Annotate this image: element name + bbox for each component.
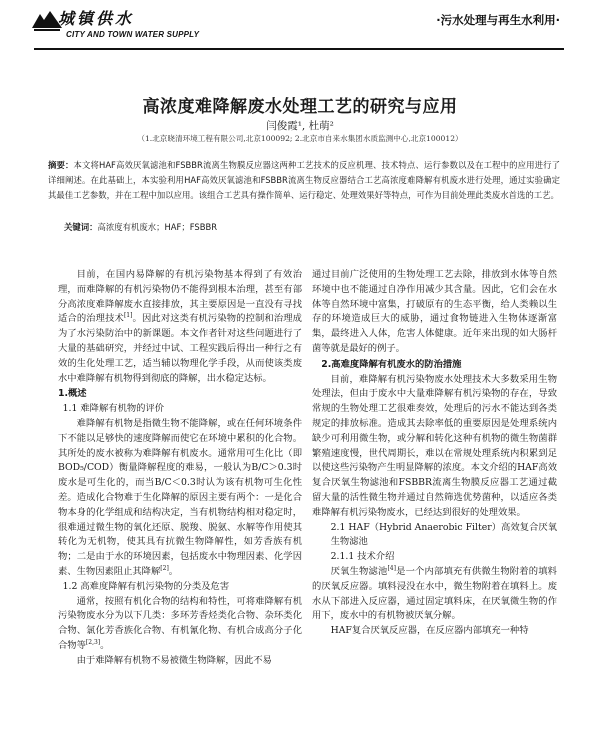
abstract-text: 本文将HAF高效厌氧滤池和FSBBR流离生物膜反应器这两种工艺技术的反应机理、技术特点、运行参数以及在工程中的应用进行了详细阐述。在此基础上，本实验利用HAF高效厌氧滤池和FSBBR流离生物反应器结合工艺高浓度难降解有机废水进行处理，通过实验确定其最佳工艺参数，并在工程中加以应用。该组合工艺具有操作简单、运行稳定、处理效果好等特点，可作为目前处理此类废水首选的工艺。: [48, 160, 560, 200]
section-heading: 1.概述: [58, 388, 87, 400]
article-affiliation: （1.北京晓清环境工程有限公司,北京100092; 2.北京市自来水集团水质监测中心,北京100012）: [137, 134, 463, 143]
paragraph: 通常，按照有机化合物的结构和特性，可将难降解有机污染物废水分为以下几类：多环芳香烃类化合物、杂环类化合物、氯化芳香族化合物、有机氰化物、有机合成高分子化合物等[2,3]。: [58, 595, 302, 651]
subsection-heading: 2.1.1 技术介绍: [330, 551, 395, 563]
keywords-text: 高浓度有机废水；HAF；FSBBR: [97, 222, 218, 232]
subsection-heading: 2.1 HAF（Hybrid Anaerobic Filter）高效复合厌氧生物滤池: [330, 521, 557, 548]
paragraph: 通过目前广泛使用的生物处理工艺去除，排放到水体等自然环境中也不能通过自净作用减少其含量。因此，它们会在水体等自然环境中富集，打破原有的生态平衡，给人类赖以生存的环境造成巨大的威胁，通过食物链进入生物体逐渐富集，最终进入人体，危害人体健康。近年来出现的如大肠杆菌等就是最好的例子。: [312, 269, 557, 354]
paragraph: 厌氧生物滤池[4]是一个内部填充有供微生物附着的填料的厌氧反应器。填料浸没在水中，微生物附着在填料上。废水从下部进入反应器，通过固定填料床，在厌氧微生物的作用下，废水中的有机物被厌氧分解。: [312, 564, 557, 622]
abstract: [48, 158, 560, 203]
paragraph: HAF复合厌氧反应器，在反应器内部填充一种特: [330, 625, 529, 637]
paragraph: 目前，在国内易降解的有机污染物基本得到了有效治理，而难降解的有机污染物仍不能得到根本治理，甚至有部分高浓度难降解废水直接排放，其主要原因是一直没有寻找适合的治理技术[1]。因此对这类有机污染物的控制和治理成为了水污染防治中的新课题。本文作者针对这些问题进行了大量的基础研究，并经过中试、工程实践后得出一种行之有效的生化处理工艺，适当辅以物理化学手段，从而使该类废水中难降解有机物得到彻底的降解，出水稳定达标。: [58, 269, 302, 384]
right-column: [312, 268, 557, 639]
article-title: 高浓度难降解废水处理工艺的研究与应用: [142, 97, 458, 117]
paragraph: 目前，难降解有机污染物废水处理技术大多数采用生物处理法，但由于废水中大量难降解有机污染物的存在，导致常规的生物处理工艺很难奏效，处理后的污水不能达到各类规定的排放标准。造成其去除率低的重要原因是处理系统内缺少可利用微生物，或分解和转化这种有机物的微生物菌群繁殖速度慢，世代周期长，难以在常规处理系统内积累到足以使这些污染物产生明显降解的浓度。本文介绍的HAF高效复合厌氧生物滤池和FSBBR流离生物膜反应器工艺通过截留大量的活性微生物并通过自然筛选优势菌种，以适应各类难降解有机污染物废水，已经达到很好的处理效果。: [312, 373, 557, 518]
left-column: [58, 268, 302, 669]
section-heading: 2.高难度降解有机废水的防治措施: [321, 358, 462, 370]
subsection-heading: 1.1 难降解有机物的评价: [62, 403, 165, 415]
subsection-heading: 1.2 高难度降解有机污染物的分类及危害: [62, 580, 230, 592]
article-authors: 闫俊霞¹, 杜萌²: [266, 120, 334, 132]
journal-logo-cn: 城镇供水: [58, 9, 135, 28]
paragraph: 由于难降解有机物不易被微生物降解，因此不易: [76, 654, 272, 666]
journal-logo-en: CITY AND TOWN WATER SUPPLY: [66, 30, 200, 39]
keywords-label: 关键词：: [64, 222, 98, 232]
paragraph: 难降解有机物是指微生物不能降解，或在任何环境条件下不能以足够快的速度降解而使它在环境中累积的化合物。其所处的废水被称为难降解有机废水。通常用可生化比（即BOD₅/COD）衡量降解程度的难易，一般认为B/C＞0.3时废水是可生化的，而当B/C＜0.3时认为该有机物可生化性差。造成化合物难于生化降解的原因主要有两个：一是化合物本身的化学组成和结构决定，当有机物结构相对稳定时，很难通过微生物的氧化还原、脱羧、脱氨、水解等作用使其转化为无机物，使其具有抗微生物降解性，如芳香族有机物；二是由于水的环境因素，包括废水中物理因素、化学因素、生物因素阻止其降解[2]。: [58, 417, 302, 577]
keywords: [64, 221, 564, 233]
abstract-label: 摘要：: [48, 160, 74, 170]
header-divider: [34, 48, 564, 50]
section-tag: ·污水处理与再生水利用·: [436, 13, 560, 27]
